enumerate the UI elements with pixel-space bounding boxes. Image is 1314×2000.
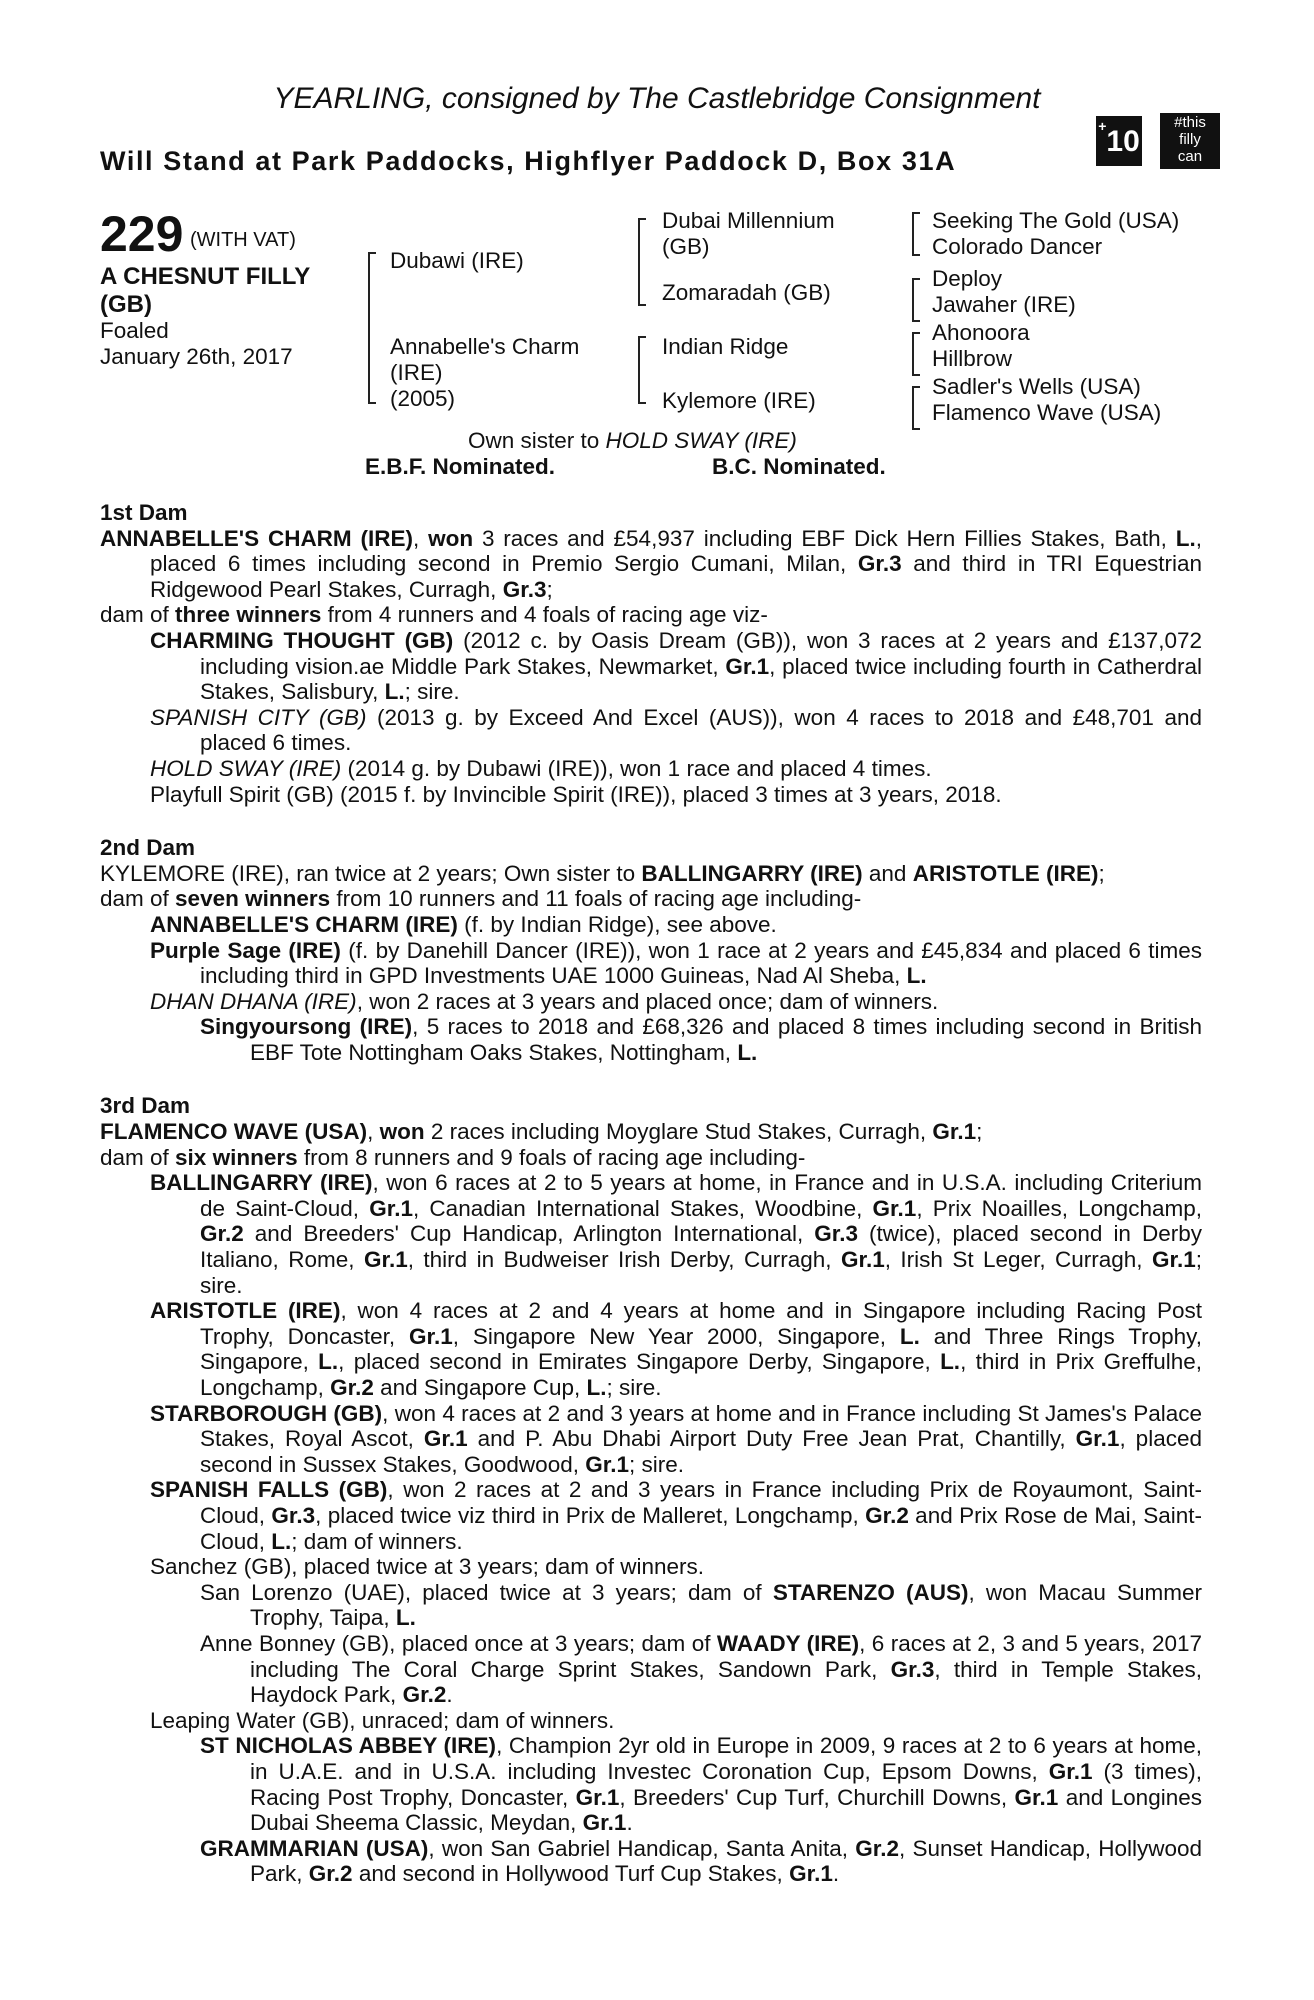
produce-purple-sage: Purple Sage (IRE) (f. by Danehill Dancer (IRE)), won 1 race at 2 years and £45,834 and placed 6 times including third in GPD Investments UAE 1000 Guineas, Nad Al Sheba, L.: [150, 937, 1203, 989]
produce-st-nicholas-abbey: ST NICHOLAS ABBEY (IRE), Champion 2yr old in Europe in 2009, 9 races at 2 to 6 years at home, in U.A.E. and in U.S.A. including Investec Coronation Cup, Epsom Downs, Gr.1 (3 times), Racing Post Trophy, Doncaster, Gr.1, Breeders' Cup Turf, Churchill Downs, Gr.1 and Longines Dubai Sheema Classic, Meydan, Gr.1.: [200, 1733, 1202, 1836]
ancestor-3: Deploy: [932, 266, 1003, 291]
plus-ten-logo: +10: [1096, 116, 1142, 166]
ancestor-5: Ahonoora: [932, 320, 1030, 345]
produce-starborough: STARBOROUGH (GB), won 4 races at 2 and 3 years at home and in France including St James's Palace Stakes, Royal Ascot, Gr.1 and P. Abu Dhabi Airport Duty Free Jean Prat, Chantilly, Gr.1, placed second in Sussex Stakes, Goodwood, Gr.1; sire.: [150, 1400, 1202, 1477]
lot-number: 229: [100, 206, 184, 262]
pedigree-brace-g4: [912, 386, 920, 430]
ancestor-2: Colorado Dancer: [932, 234, 1103, 259]
ancestor-6: Hillbrow: [932, 346, 1013, 371]
produce-ballingarry: BALLINGARRY (IRE), won 6 races at 2 to 5 years at home, in France and in U.S.A. including Criterium de Saint-Cloud, Gr.1, Canadian International Stakes, Woodbine, Gr.1, Prix Noailles, Longchamp, Gr.2 and Breeders' Cup Handicap, Arlington International, Gr.3 (twice), placed second in Derby Italiano, Rome, Gr.1, third in Budweiser Irish Derby, Curragh, Gr.1, Irish St Leger, Curragh, Gr.1; sire.: [150, 1170, 1203, 1298]
pedigree-brace-g3: [912, 332, 920, 376]
dam-sire: Indian Ridge: [662, 334, 789, 359]
produce-playfull-spirit: Playfull Spirit (GB) (2015 f. by Invincible Spirit (IRE)), placed 3 times at 3 years, 2018.: [150, 781, 1002, 807]
produce-spanish-city: SPANISH CITY (GB) (2013 g. by Exceed And Excel (AUS)), won 4 races to 2018 and £48,701 and placed 6 times.: [150, 704, 1202, 756]
dam-origin: (IRE): [390, 360, 443, 385]
ancestor-7: Sadler's Wells (USA): [932, 374, 1141, 399]
produce-aristotle: ARISTOTLE (IRE), won 4 races at 2 and 4 years at home and in Singapore including Racing Post Trophy, Doncaster, Gr.1, Singapore New Year 2000, Singapore, L. and Three Rings Trophy, Singapore, L., placed second in Emirates Singapore Derby, Singapore, L., third in Prix Greffulhe, Longchamp, Gr.2 and Singapore Cup, L.; sire.: [150, 1298, 1203, 1400]
lot-title-origin: (GB): [100, 291, 152, 318]
dam-dam: Kylemore (IRE): [662, 388, 816, 413]
produce-grammarian: GRAMMARIAN (USA), won San Gabriel Handicap, Santa Anita, Gr.2, Sunset Handicap, Hollywood Park, Gr.2 and second in Hollywood Turf Cup Stakes, Gr.1.: [200, 1835, 1202, 1887]
first-dam-heading: 1st Dam: [100, 500, 188, 525]
pedigree-brace-dam: [638, 336, 646, 404]
lot-title: A CHESNUT FILLY: [100, 263, 311, 290]
produce-sanchez: Sanchez (GB), placed twice at 3 years; dam of winners.: [150, 1554, 704, 1580]
pedigree-brace-g1: [912, 212, 920, 256]
vat-note: (WITH VAT): [190, 229, 296, 251]
sire-dam: Zomaradah (GB): [662, 280, 831, 305]
sire-sire-origin: (GB): [662, 234, 710, 259]
ancestor-1: Seeking The Gold (USA): [932, 208, 1180, 233]
second-dam-produce-summary: dam of seven winners from 10 runners and 11 foals of racing age including-: [100, 886, 862, 912]
bc-nominated: B.C. Nominated.: [712, 454, 886, 479]
foaled-date: January 26th, 2017: [100, 344, 293, 369]
first-dam-produce-summary: dam of three winners from 4 runners and 4 foals of racing age viz-: [100, 602, 768, 628]
produce-annabelles-charm: ANNABELLE'S CHARM (IRE) (f. by Indian Ridge), see above.: [150, 911, 777, 937]
pedigree-brace-g2: [912, 278, 920, 322]
produce-hold-sway: HOLD SWAY (IRE) (2014 g. by Dubawi (IRE)), won 1 race and placed 4 times.: [150, 755, 932, 781]
foaled-label: Foaled: [100, 318, 169, 343]
location-line: Will Stand at Park Paddocks, Highflyer Paddock D, Box 31A: [100, 146, 957, 176]
produce-leaping-water: Leaping Water (GB), unraced; dam of winners.: [150, 1707, 615, 1733]
produce-spanish-falls: SPANISH FALLS (GB), won 2 races at 2 and 3 years in France including Prix de Royaumont, Saint-Cloud, Gr.3, placed twice viz third in Prix de Malleret, Longchamp, Gr.2 and Prix Rose de Mai, Saint-Cloud, L.; dam of winners.: [150, 1477, 1203, 1554]
sire: Dubawi (IRE): [390, 248, 524, 273]
pedigree-brace-main: [368, 252, 376, 404]
second-dam-record: KYLEMORE (IRE), ran twice at 2 years; Own sister to BALLINGARRY (IRE) and ARISTOTLE (IRE);: [100, 860, 1105, 886]
catalogue-body: [100, 500, 1202, 1887]
first-dam-record: ANNABELLE'S CHARM (IRE), won 3 races and £54,937 including EBF Dick Hern Fillies Stakes, Bath, L., placed 6 times including second in Premio Sergio Cumani, Milan, Gr.3 and third in TRI Equestrian Ridgewood Pearl Stakes, Curragh, Gr.3;: [100, 525, 1202, 602]
produce-san-lorenzo: San Lorenzo (UAE), placed twice at 3 years; dam of STARENZO (AUS), won Macau Summer Trophy, Taipa, L.: [200, 1579, 1202, 1631]
third-dam-produce-summary: dam of six winners from 8 runners and 9 foals of racing age including-: [100, 1144, 806, 1170]
produce-singyoursong: Singyoursong (IRE), 5 races to 2018 and £68,326 and placed 8 times including second in British EBF Tote Nottingham Oaks Stakes, Nottingham, L.: [200, 1014, 1202, 1065]
produce-charming-thought: CHARMING THOUGHT (GB) (2012 c. by Oasis Dream (GB)), won 3 races at 2 years and £137,072 including vision.ae Middle Park Stakes, Newmarket, Gr.1, placed twice including fourth in Catherdral Stakes, Salisbury, L.; sire.: [150, 627, 1202, 705]
produce-dhan-dhana: DHAN DHANA (IRE), won 2 races at 3 years and placed once; dam of winners.: [150, 988, 939, 1014]
ebf-nominated: E.B.F. Nominated.: [365, 454, 556, 479]
produce-anne-bonney: Anne Bonney (GB), placed once at 3 years; dam of WAADY (IRE), 6 races at 2, 3 and 5 years, 2017 including The Coral Charge Sprint Stakes, Sandown Park, Gr.3, third in Temple Stakes, Haydock Park, Gr.2.: [200, 1630, 1203, 1708]
second-dam-heading: 2nd Dam: [100, 835, 196, 861]
own-sister-note: Own sister to HOLD SWAY (IRE): [468, 428, 797, 453]
third-dam-heading: 3rd Dam: [100, 1093, 191, 1119]
consigned-line: YEARLING, consigned by The Castlebridge Consignment: [273, 82, 1041, 115]
dam: Annabelle's Charm: [390, 334, 580, 359]
dam-year: (2005): [390, 386, 456, 411]
ancestor-4: Jawaher (IRE): [932, 292, 1076, 317]
third-dam-record: FLAMENCO WAVE (USA), won 2 races including Moyglare Stud Stakes, Curragh, Gr.1;: [100, 1119, 983, 1145]
this-filly-can-logo: #this filly can: [1160, 113, 1220, 169]
ancestor-8: Flamenco Wave (USA): [932, 400, 1162, 425]
sire-sire: Dubai Millennium: [662, 208, 835, 233]
pedigree-brace-sire: [638, 218, 646, 306]
